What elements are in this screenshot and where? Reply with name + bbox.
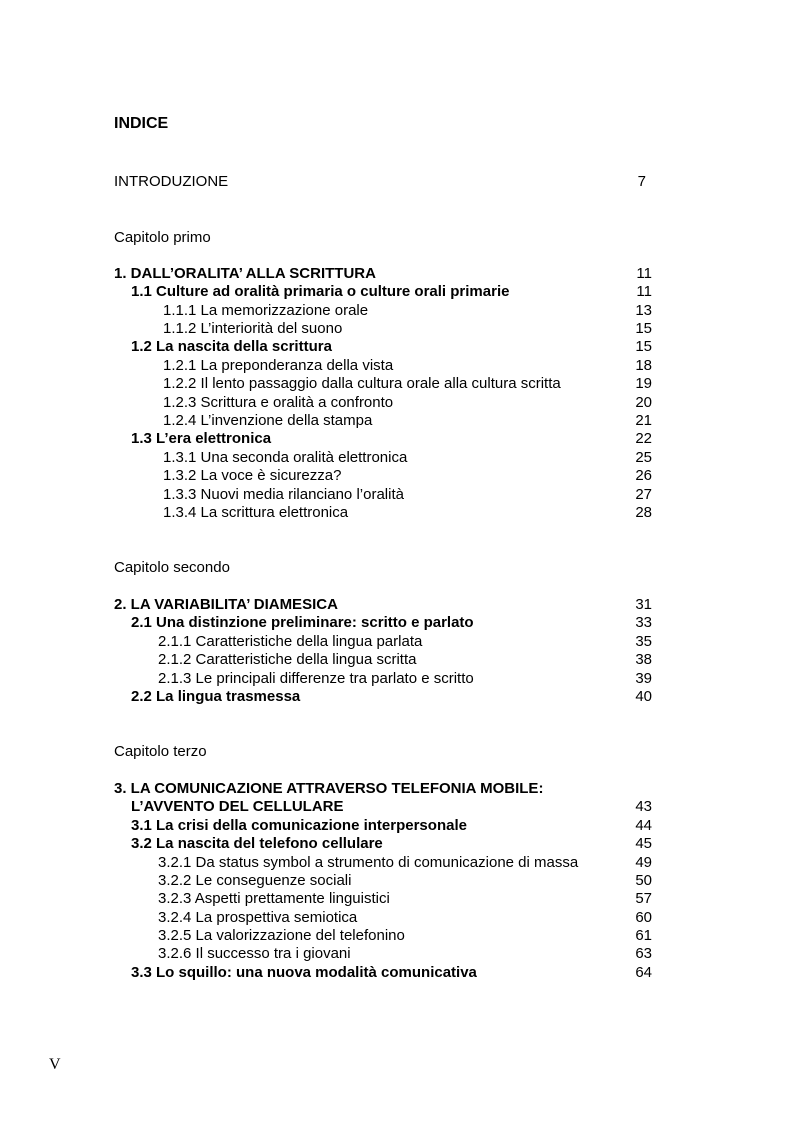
toc-entry-page: 39 xyxy=(635,670,652,687)
toc-entry-page: 50 xyxy=(635,872,652,889)
toc-entry-page: 15 xyxy=(635,338,652,355)
toc-entry-label: 2.1.3 Le principali differenze tra parlato e scritto xyxy=(158,670,474,687)
toc-entry-label: 2.1.1 Caratteristiche della lingua parlata xyxy=(158,633,423,650)
toc-entry-page: 11 xyxy=(636,283,652,300)
toc-entry xyxy=(114,945,652,963)
toc-entry-label: 3.3 Lo squillo: una nuova modalità comunicativa xyxy=(131,964,477,981)
toc-entry xyxy=(114,688,652,706)
toc-entry-page: 64 xyxy=(635,964,652,981)
toc-entry xyxy=(114,780,652,798)
toc-entry-label: 1.1 Culture ad oralità primaria o culture orali primarie xyxy=(131,283,510,300)
toc-entry-label: 1.3.2 La voce è sicurezza? xyxy=(163,467,342,484)
toc-entry-page: 49 xyxy=(635,854,652,871)
toc-entry xyxy=(114,909,652,927)
toc-entry-label: 1.2.4 L’invenzione della stampa xyxy=(163,412,373,429)
toc-entry-label: 2.2 La lingua trasmessa xyxy=(131,688,301,705)
toc-entry-label: 1.2 La nascita della scrittura xyxy=(131,338,332,355)
toc-entry-label: 3.2.2 Le conseguenze sociali xyxy=(158,872,352,889)
toc-entry-label: 3.2.4 La prospettiva semiotica xyxy=(158,909,358,926)
page-number: V xyxy=(49,1056,61,1073)
toc-entry-page: 20 xyxy=(635,394,652,411)
toc-entry-label: 3. LA COMUNICAZIONE ATTRAVERSO TELEFONIA MOBILE: xyxy=(114,780,544,797)
toc-entry xyxy=(114,394,652,412)
toc-entry xyxy=(114,412,652,430)
toc-entry xyxy=(114,964,652,982)
toc-entry-label: 3.2 La nascita del telefono cellulare xyxy=(131,835,383,852)
toc-entry-label: 1.3.1 Una seconda oralità elettronica xyxy=(163,449,408,466)
toc-entry xyxy=(114,890,652,908)
toc-entry xyxy=(114,265,652,283)
toc-entry-label: 3.2.3 Aspetti prettamente linguistici xyxy=(158,890,390,907)
toc-entry-page: 60 xyxy=(635,909,652,926)
toc-entry xyxy=(114,320,652,338)
toc-entry-label: L’AVVENTO DEL CELLULARE xyxy=(131,798,344,815)
toc-entry-label: 2.1 Una distinzione preliminare: scritto e parlato xyxy=(131,614,474,631)
toc-entry xyxy=(114,651,652,669)
toc-entry-page: 35 xyxy=(635,633,652,650)
chapter-heading-label: Capitolo primo xyxy=(114,229,211,246)
toc-entry-label: 1.3.4 La scrittura elettronica xyxy=(163,504,349,521)
toc-entry-page: 38 xyxy=(635,651,652,668)
toc-entry-page: 15 xyxy=(635,320,652,337)
toc-entry-page: 7 xyxy=(637,173,646,190)
toc-entry-label: 1.2.1 La preponderanza della vista xyxy=(163,357,394,374)
toc-entry-page: 26 xyxy=(635,467,652,484)
toc-entry-label: 1.3 L’era elettronica xyxy=(131,430,272,447)
toc-entry xyxy=(114,504,652,522)
toc-entry xyxy=(114,614,652,632)
toc-entry xyxy=(114,872,652,890)
toc-entry-label: 2. LA VARIABILITA’ DIAMESICA xyxy=(114,596,338,613)
toc-entry-label: 1.2.3 Scrittura e oralità a confronto xyxy=(163,394,394,411)
toc-entry-page: 18 xyxy=(635,357,652,374)
toc-entry-page: 13 xyxy=(635,302,652,319)
toc-entry-page: 11 xyxy=(636,265,652,282)
toc-entry-label: 1.1.2 L’interiorità del suono xyxy=(163,320,343,337)
toc-entry-page: 43 xyxy=(635,798,652,815)
toc-entry xyxy=(114,283,652,301)
toc-entry xyxy=(114,486,652,504)
toc-entry-label: INTRODUZIONE xyxy=(114,173,229,190)
toc-entry-page: 44 xyxy=(635,817,652,834)
page-title: INDICE xyxy=(114,115,169,132)
toc-entry xyxy=(114,633,652,651)
toc-entry xyxy=(114,927,652,945)
toc-entry-introduction xyxy=(114,173,652,191)
toc-entry-page: 22 xyxy=(635,430,652,447)
toc-entry-page: 21 xyxy=(635,412,652,429)
toc-entry-page: 31 xyxy=(635,596,652,613)
toc-entry-label: 1.2.2 Il lento passaggio dalla cultura orale alla cultura scritta xyxy=(163,375,561,392)
toc-entry-page: 27 xyxy=(635,486,652,503)
toc-entry-page: 28 xyxy=(635,504,652,521)
toc-entry xyxy=(114,467,652,485)
toc-entry xyxy=(114,338,652,356)
toc-entry-page: 61 xyxy=(635,927,652,944)
toc-entry xyxy=(114,817,652,835)
toc-entry-page: 63 xyxy=(635,945,652,962)
chapter-heading xyxy=(114,229,652,247)
toc-entry-label: 3.2.1 Da status symbol a strumento di comunicazione di massa xyxy=(158,854,579,871)
toc-entry-label: 3.1 La crisi della comunicazione interpersonale xyxy=(131,817,467,834)
toc-entry xyxy=(114,670,652,688)
chapter-heading-label: Capitolo secondo xyxy=(114,559,230,576)
toc-entry-page: 57 xyxy=(635,890,652,907)
toc-entry xyxy=(114,357,652,375)
chapter-heading xyxy=(114,743,652,761)
toc-entry xyxy=(114,835,652,853)
toc-entry xyxy=(114,854,652,872)
toc-entry xyxy=(114,375,652,393)
toc-entry-page: 45 xyxy=(635,835,652,852)
toc-entry-label: 3.2.6 Il successo tra i giovani xyxy=(158,945,351,962)
toc-entry-label: 2.1.2 Caratteristiche della lingua scritta xyxy=(158,651,417,668)
chapter-heading-label: Capitolo terzo xyxy=(114,743,207,760)
toc-entry-label: 1.3.3 Nuovi media rilanciano l’oralità xyxy=(163,486,404,503)
toc-entry xyxy=(114,430,652,448)
toc-entry-label: 3.2.5 La valorizzazione del telefonino xyxy=(158,927,405,944)
toc-entry-label: 1. DALL’ORALITA’ ALLA SCRITTURA xyxy=(114,265,376,282)
toc-entry-page: 33 xyxy=(635,614,652,631)
toc-entry xyxy=(114,596,652,614)
toc-entry-page: 19 xyxy=(635,375,652,392)
toc-entry xyxy=(114,449,652,467)
toc-entry xyxy=(114,798,652,816)
toc-entry-label: 1.1.1 La memorizzazione orale xyxy=(163,302,369,319)
chapter-heading xyxy=(114,559,652,577)
toc-entry-page: 25 xyxy=(635,449,652,466)
toc-entry-page: 40 xyxy=(635,688,652,705)
toc-entry xyxy=(114,302,652,320)
